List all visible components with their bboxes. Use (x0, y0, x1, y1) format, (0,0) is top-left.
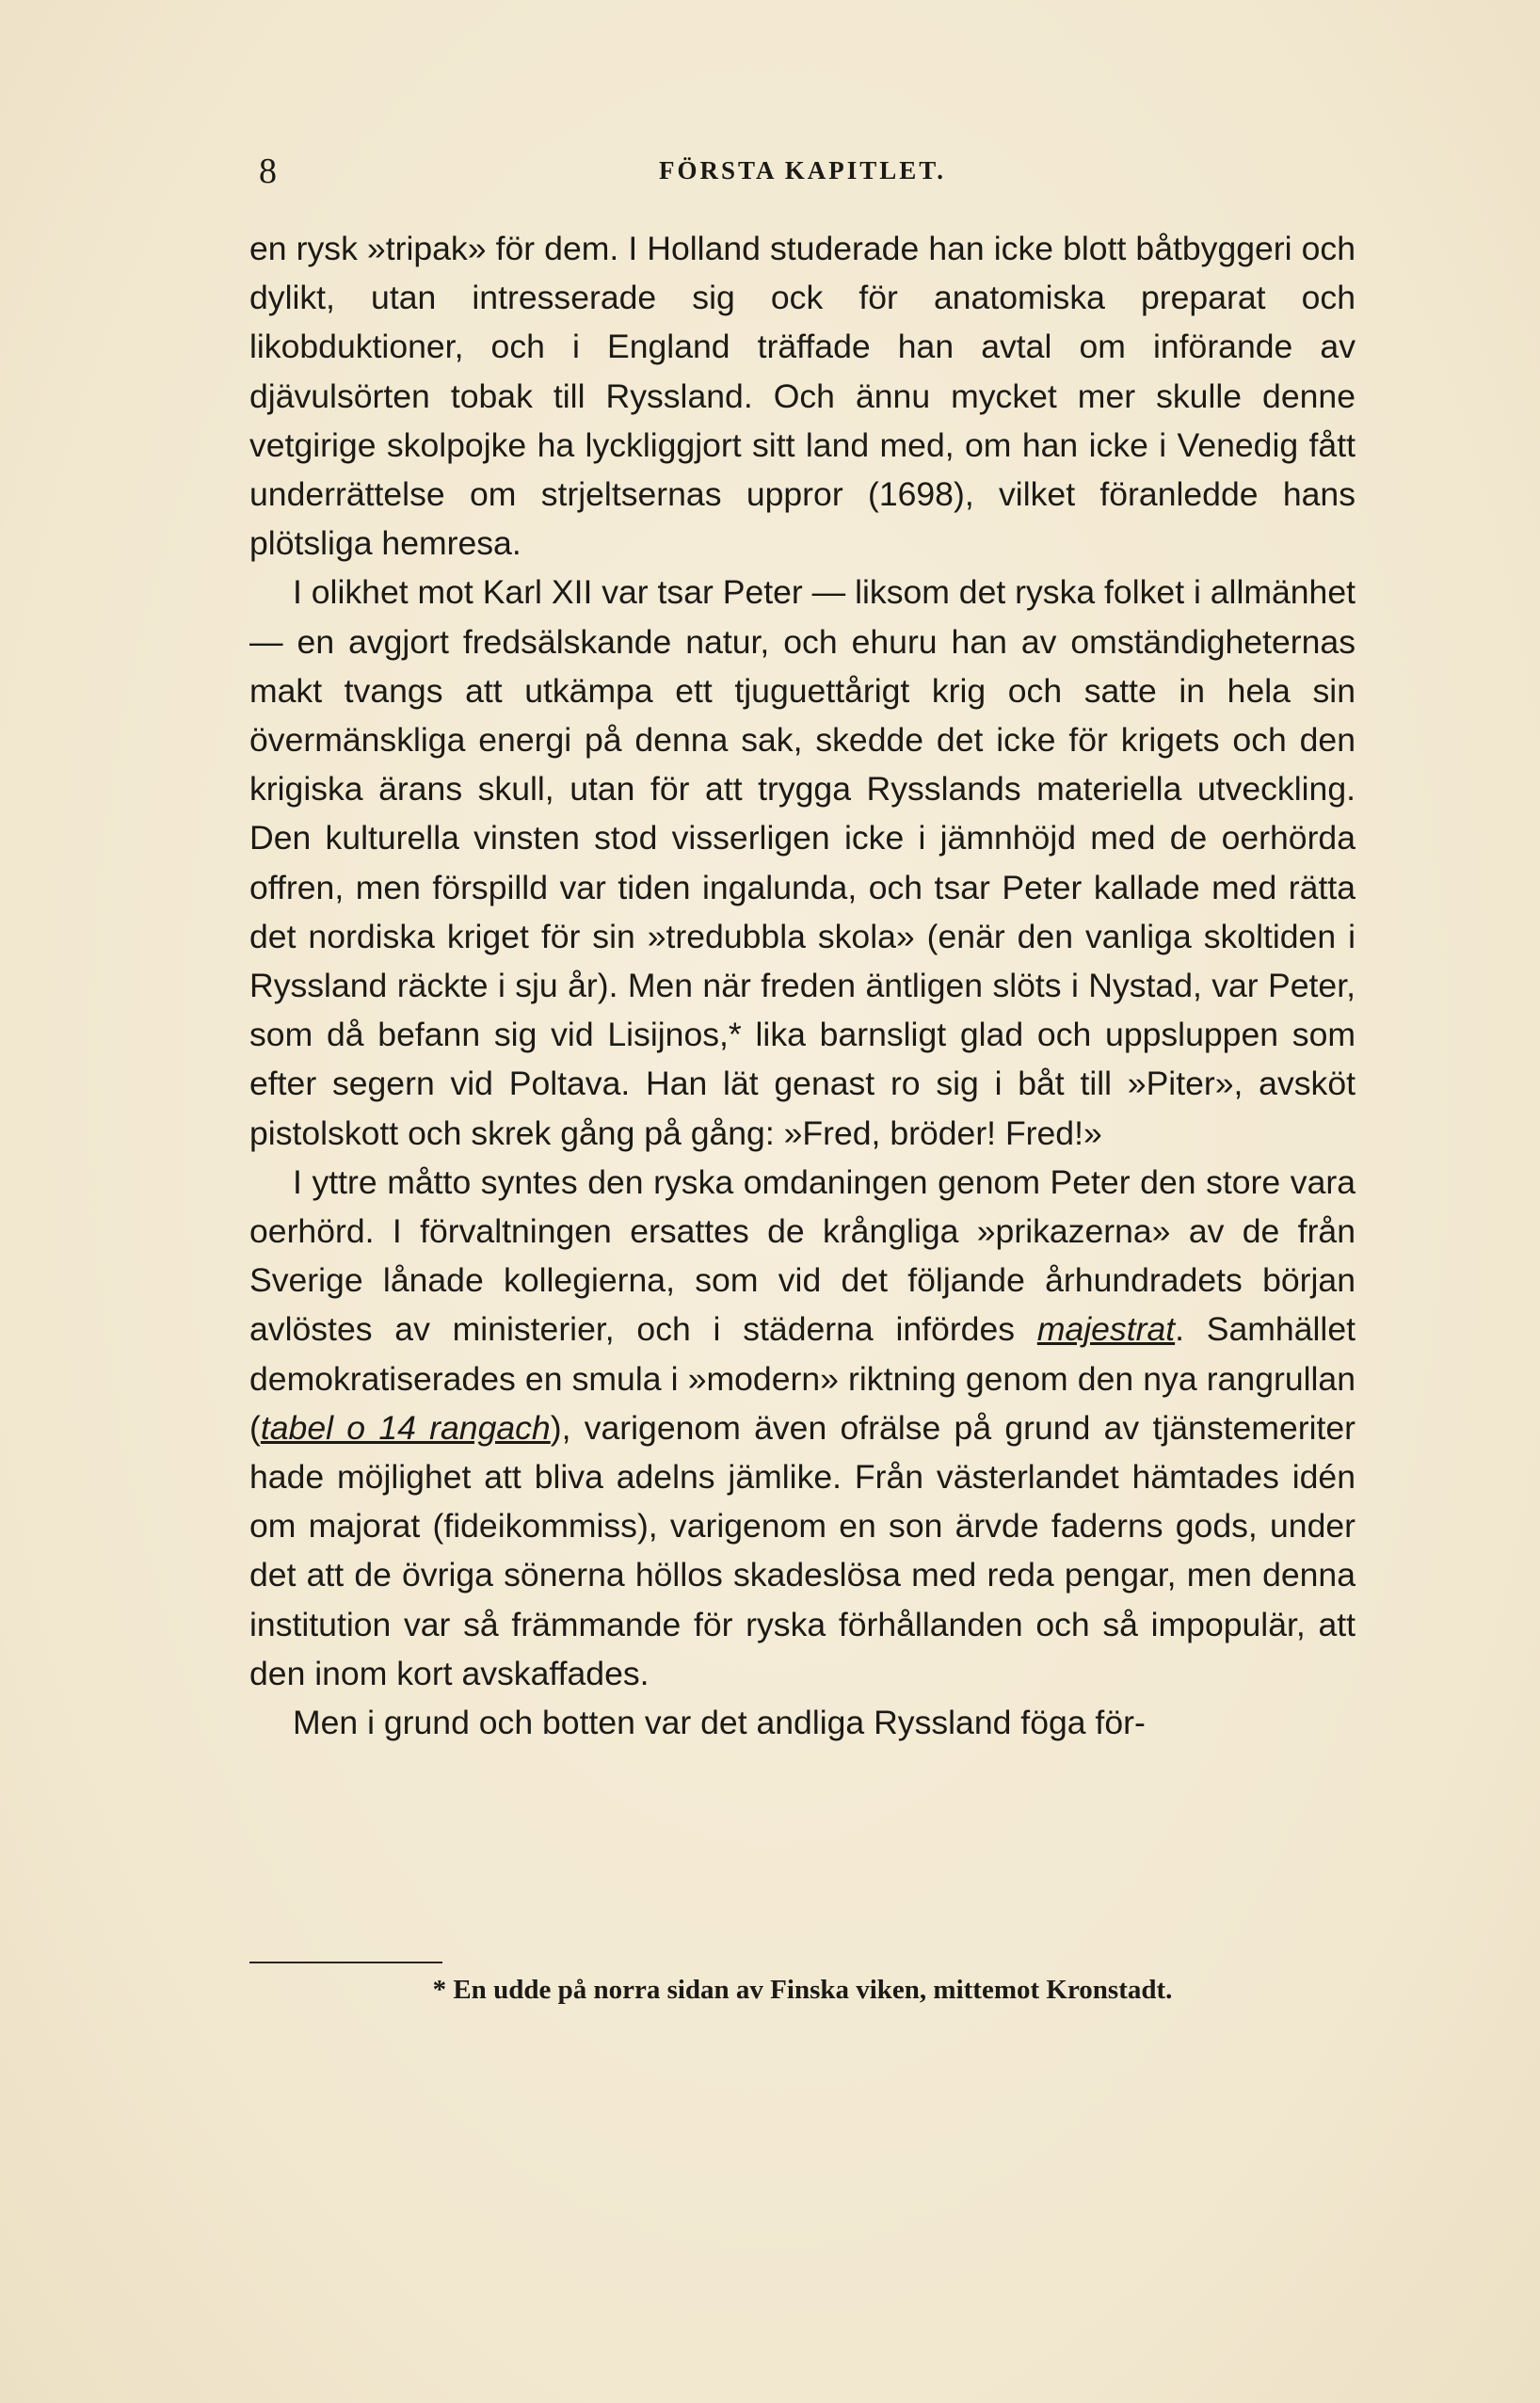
body-text (249, 224, 1356, 1747)
footnote-divider (249, 1962, 442, 1963)
paragraph-1-text: en rysk »tripak» för dem. I Holland studerade han icke blott båtbyggeri och dylikt, utan intresserade sig ock för anatomiska preparat och likobduktioner, och i England träffade han avtal om införande av djävulsörten tobak till Ryssland. Och ännu mycket mer skulle denne vetgirige skolpojke ha lyckliggjort sitt land med, om han icke i Venedig fått underrättelse om strjeltsernas uppror (1698), vilket föranledde hans plötsliga hemresa. (249, 230, 1356, 563)
paragraph-1 (249, 224, 1356, 568)
paragraph-2 (249, 568, 1356, 1157)
footnote: * En udde på norra sidan av Finska viken, mittemot Kronstadt. (432, 1975, 1173, 2005)
paragraph-3-text-a: I yttre måtto syntes den ryska omdaningen genom Peter den store vara oerhörd. I förvaltningen ersattes de krångliga »prikazerna» av de från Sverige lånade kollegierna, som vid det följande århundradets början avlöstes av ministerier, och i städerna infördes (249, 1162, 1356, 1349)
paragraph-2-text: I olikhet mot Karl XII var tsar Peter — liksom det ryska folket i allmänhet — en avgjort fredsälskande natur, och ehuru han av omständigheternas makt tvangs att utkämpa ett tjuguettårigt krig och satte in hela sin övermänskliga energi på denna sak, skedde det icke för krigets och den krigiska ärans skull, utan för att trygga Rysslands materiella utveckling. Den kulturella vinsten stod visserligen icke i jämnhöjd med de oerhörda offren, men förspilld var tiden ingalunda, och tsar Peter kallade med rätta det nordiska kriget för sin »tredubbla skola» (enär den vanliga skoltiden i Ryssland räckte i sju år). Men när freden äntligen slöts i Nystad, var Peter, som då befann sig vid Lisijnos,* lika barnsligt glad och uppsluppen som efter segern vid Poltava. Han lät genast ro sig i båt till »Piter», avsköt pistolskott och skrek gång på gång: »Fred, bröder! Fred!» (249, 573, 1356, 1152)
paragraph-4-text: Men i grund och botten var det andliga Ryssland föga för- (293, 1704, 1146, 1742)
page-header (249, 151, 1356, 198)
paragraph-3 (249, 1158, 1356, 1698)
running-head: FÖRSTA KAPITLET. (658, 156, 947, 184)
italic-term-majestrat: majestrat (1036, 1310, 1176, 1349)
paragraph-3-text-c: ), varigenom även ofrälse på grund av tjänstemeriter hade möjlighet att bliva adelns jämlike. Från västerlandet hämtades idén om majorat (fideikommiss), varigenom en son ärvde faderns gods, under det att de övriga sönerna höllos skadeslösa med reda pengar, men denna institution var så främmande för ryska förhållanden och så impopulär, att den inom kort avskaffades. (249, 1408, 1356, 1692)
paragraph-4 (249, 1698, 1356, 1747)
paragraph-3-text-b: . Samhället demokratiserades en smula i »modern» riktning genom den nya rangrullan ( (249, 1310, 1356, 1447)
italic-term-tabel: tabel o 14 rangach (260, 1408, 551, 1447)
page-number: 8 (259, 152, 277, 191)
